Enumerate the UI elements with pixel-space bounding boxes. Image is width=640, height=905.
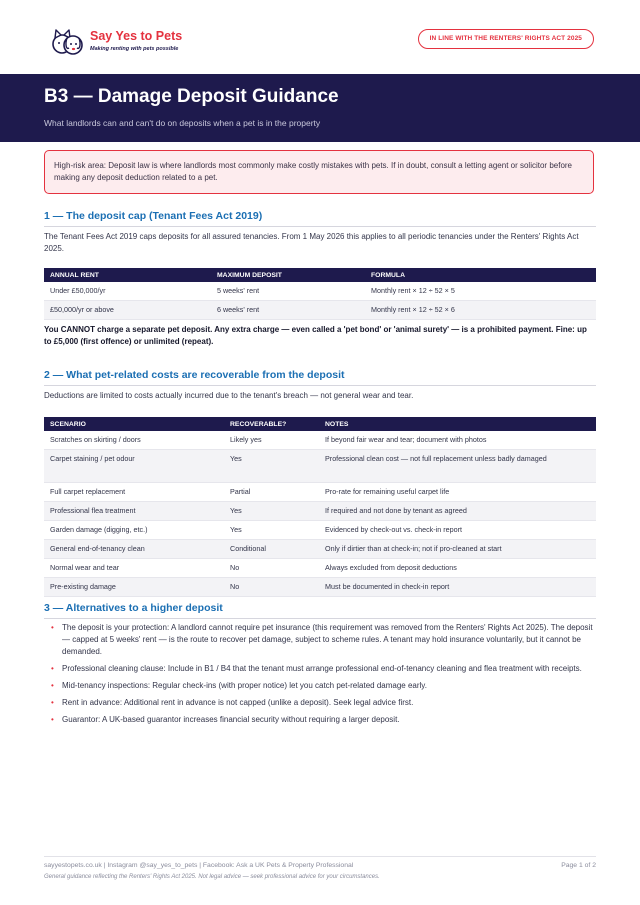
list-item-text: Mid-tenancy inspections: Regular check-ins (with proper notice) let you catch pet-related damage early.: [62, 681, 427, 690]
table-row: [44, 483, 596, 502]
page-subtitle: What landlords can and can't do on deposits when a pet is in the property: [44, 118, 321, 128]
list-item-text: The deposit is your protection: A landlord cannot require pet insurance (this requirement was removed from the Renters' Rights Act 2025). The deposit — capped at 5 weeks' rent — is the route to recover pet damage, subject to scheme rules. A tenant may hold insurance voluntarily, but it cannot be demanded.: [62, 623, 593, 656]
table-cell: Full carpet replacement: [44, 483, 224, 502]
section-divider: [44, 385, 596, 386]
table-cell: Monthly rent × 12 ÷ 52 × 5: [365, 282, 596, 301]
table-cell: Scratches on skirting / doors: [44, 431, 224, 450]
column-header: SCENARIO: [44, 417, 224, 431]
table-cell: Must be documented in check-in report: [319, 578, 596, 597]
section-1-heading: 1 — The deposit cap (Tenant Fees Act 2019): [44, 210, 263, 222]
brand-logo[interactable]: [50, 26, 200, 60]
top-header: [0, 0, 640, 74]
section-3-heading: 3 — Alternatives to a higher deposit: [44, 602, 223, 614]
table-cell: Yes: [224, 450, 319, 483]
section-divider: [44, 618, 596, 619]
column-header: ANNUAL RENT: [44, 268, 211, 282]
bullet-icon: •: [51, 715, 54, 724]
table-cell: Pro-rate for remaining useful carpet life: [319, 483, 596, 502]
table-row: [44, 540, 596, 559]
section-2-intro: Deductions are limited to costs actually incurred due to the tenant's breach — not general wear and tear.: [44, 391, 414, 400]
brand-tagline: Making renting with pets possible: [90, 46, 179, 52]
table-cell: Yes: [224, 502, 319, 521]
table-cell: Professional flea treatment: [44, 502, 224, 521]
column-header: NOTES: [319, 417, 596, 431]
table-row: [44, 282, 596, 301]
list-item: [44, 622, 596, 658]
list-item-text: Guarantor: A UK-based guarantor increases financial security without requiring a larger deposit.: [62, 715, 400, 724]
list-item: [44, 714, 596, 726]
bullet-icon: •: [51, 623, 54, 632]
table-row: [44, 450, 596, 483]
table-cell: Pre-existing damage: [44, 578, 224, 597]
footer-disclaimer: General guidance reflecting the Renters' Rights Act 2025. Not legal advice — seek professional advice for your circumstances.: [44, 874, 380, 880]
table-cell: Professional clean cost — not full replacement unless badly damaged: [319, 450, 596, 483]
table-cell: Yes: [224, 521, 319, 540]
table-cell: Partial: [224, 483, 319, 502]
table-cell: Only if dirtier than at check-in; not if pro-cleaned at start: [319, 540, 596, 559]
table-header-row: [44, 268, 596, 282]
table-row: [44, 559, 596, 578]
page-title: B3 — Damage Deposit Guidance: [44, 86, 339, 107]
footer-divider: [44, 856, 596, 857]
deposit-cap-table: [44, 268, 596, 320]
table-cell: 5 weeks' rent: [211, 282, 365, 301]
brand-name: Say Yes to Pets: [90, 29, 183, 43]
title-banner: [0, 74, 640, 142]
section-divider: [44, 226, 596, 227]
table-cell: If beyond fair wear and tear; document with photos: [319, 431, 596, 450]
table-cell: Always excluded from deposit deductions: [319, 559, 596, 578]
table-row: [44, 578, 596, 597]
column-header: RECOVERABLE?: [224, 417, 319, 431]
section-2-heading: 2 — What pet-related costs are recoverable from the deposit: [44, 369, 345, 381]
table-cell: Under £50,000/yr: [44, 282, 211, 301]
bullet-icon: •: [51, 681, 54, 690]
list-item-text: Professional cleaning clause: Include in B1 / B4 that the tenant must arrange professional end-of-tenancy cleaning and flea treatment with receipts.: [62, 664, 582, 673]
table-row: [44, 431, 596, 450]
table-cell: Carpet staining / pet odour: [44, 450, 224, 483]
table-cell: No: [224, 578, 319, 597]
table-row: [44, 301, 596, 320]
list-item: [44, 663, 596, 675]
high-risk-alert: High-risk area: Deposit law is where landlords most commonly make costly mistakes with pets. If in doubt, consult a letting agent or solicitor before making any deposit deduction related to a pet.: [44, 150, 594, 194]
table-cell: Evidenced by check-out vs. check-in report: [319, 521, 596, 540]
table-cell: 6 weeks' rent: [211, 301, 365, 320]
footer-links[interactable]: sayyestopets.co.uk | Instagram @say_yes_to_pets | Facebook: Ask a UK Pets & Property Professional: [44, 862, 354, 869]
bullet-icon: •: [51, 698, 54, 707]
table-cell: No: [224, 559, 319, 578]
table-cell: General end-of-tenancy clean: [44, 540, 224, 559]
page-number: Page 1 of 2: [561, 862, 596, 869]
table-cell: £50,000/yr or above: [44, 301, 211, 320]
pet-deposit-warning: You CANNOT charge a separate pet deposit. Any extra charge — even called a 'pet bond' or 'animal surety' — is a prohibited payment. Fine: up to £5,000 (first offence) or unlimited (repeat).: [44, 325, 587, 346]
list-item: [44, 680, 596, 692]
section-1-intro: The Tenant Fees Act 2019 caps deposits for all assured tenancies. From 1 May 2026 this applies to all periodic tenancies under the Renters' Rights Act 2025.: [44, 232, 579, 253]
table-row: [44, 521, 596, 540]
alternatives-list: [44, 622, 596, 731]
table-cell: Monthly rent × 12 ÷ 52 × 6: [365, 301, 596, 320]
table-header-row: [44, 417, 596, 431]
table-cell: Normal wear and tear: [44, 559, 224, 578]
cat-and-dog-icon: [50, 26, 84, 60]
table-cell: If required and not done by tenant as agreed: [319, 502, 596, 521]
column-header: MAXIMUM DEPOSIT: [211, 268, 365, 282]
compliance-badge: IN LINE WITH THE RENTERS' RIGHTS ACT 2025: [418, 29, 594, 49]
table-row: [44, 502, 596, 521]
table-cell: Garden damage (digging, etc.): [44, 521, 224, 540]
list-item-text: Rent in advance: Additional rent in advance is not capped (unlike a deposit). Seek legal advice first.: [62, 698, 414, 707]
table-cell: Likely yes: [224, 431, 319, 450]
recoverable-costs-table: [44, 417, 596, 597]
list-item: [44, 697, 596, 709]
bullet-icon: •: [51, 664, 54, 673]
table-cell: Conditional: [224, 540, 319, 559]
column-header: FORMULA: [365, 268, 596, 282]
